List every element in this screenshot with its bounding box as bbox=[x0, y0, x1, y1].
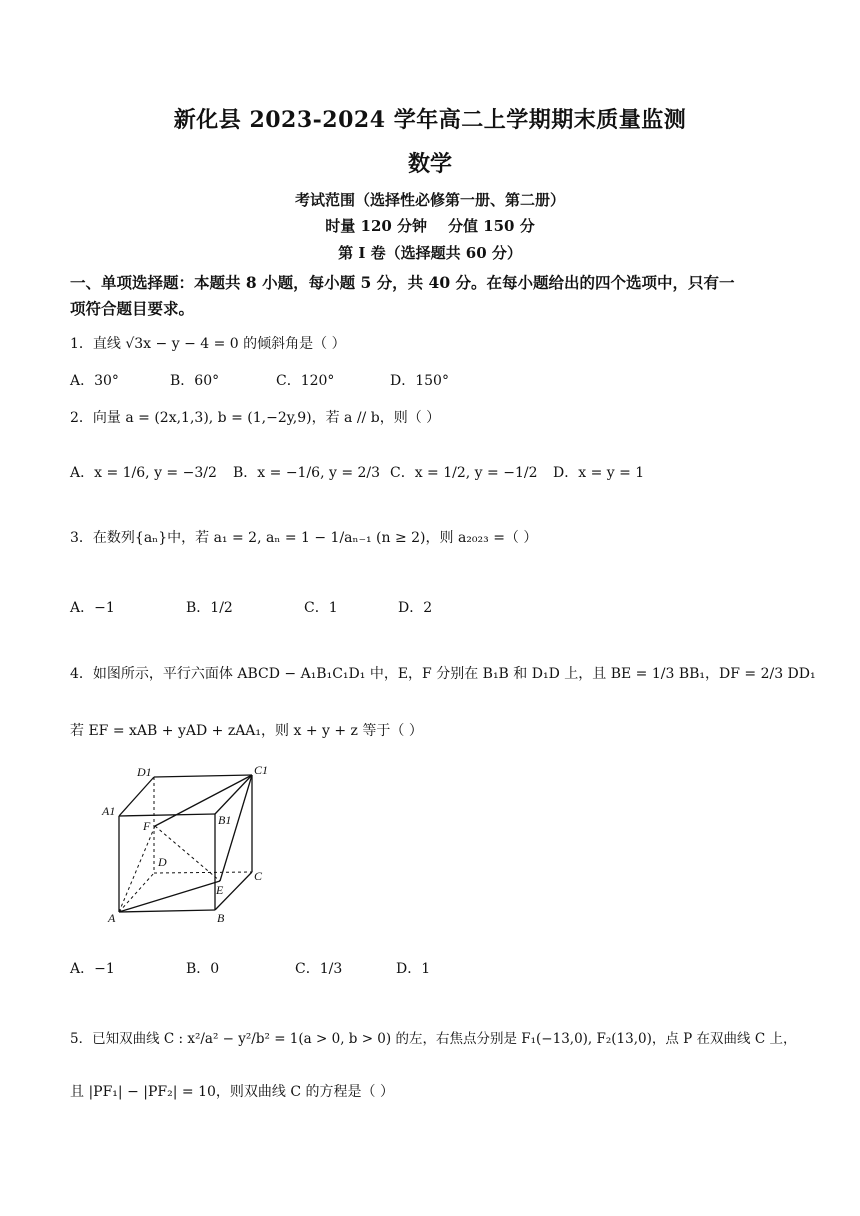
figure-label-c1: C1 bbox=[254, 763, 269, 777]
q1-option-a: A．30° bbox=[70, 373, 119, 389]
figure-label-a: A bbox=[108, 911, 116, 922]
exam-title: 新化县 2023-2024 学年高二上学期期末质量监测 bbox=[173, 107, 687, 133]
figure-label-f: F bbox=[143, 819, 151, 833]
figure-label-b: B bbox=[217, 911, 225, 922]
figure-label-a1: A1 bbox=[102, 804, 116, 818]
q4-option-b: B．0 bbox=[186, 961, 220, 977]
q3-option-b: B．1/2 bbox=[186, 600, 233, 616]
figure-label-d: D bbox=[158, 855, 167, 869]
q2-option-c: C．x = 1/2, y = −1/2 bbox=[390, 465, 538, 481]
section-heading-line2: 项符合题目要求。 bbox=[70, 299, 195, 318]
q4-option-a: A．−1 bbox=[70, 961, 115, 977]
q4-option-d: D．1 bbox=[396, 961, 431, 977]
question-4-stem-line1: 4．如图所示，平行六面体 ABCD − A₁B₁C₁D₁ 中，E，F 分别在 B₁B 和 D₁D 上，且 BE = 1/3 BB₁，DF = 2/3 DD₁ bbox=[70, 666, 816, 682]
figure-label-e: E bbox=[216, 883, 224, 897]
figure-label-d1: D1 bbox=[137, 765, 152, 779]
q2-option-b: B．x = −1/6, y = 2/3 bbox=[233, 465, 381, 481]
q1-option-d: D．150° bbox=[390, 373, 449, 389]
question-3-stem: 3．在数列{aₙ}中，若 a₁ = 2, aₙ = 1 − 1/aₙ₋₁ (n ≥ 2)，则 a₂₀₂₃ =（ ） bbox=[70, 530, 538, 546]
exam-scope: 考试范围（选择性必修第一册、第二册） bbox=[294, 191, 565, 209]
question-5-stem-line2: 且 |PF₁| − |PF₂| = 10，则双曲线 C 的方程是（ ） bbox=[70, 1084, 394, 1100]
figure-label-c: C bbox=[254, 869, 263, 883]
volume-heading: 第 I 卷（选择题共 60 分） bbox=[338, 244, 522, 262]
question-4-stem-line2: 若 EF = xAB + yAD + zAA₁，则 x + y + z 等于（ ） bbox=[70, 723, 423, 739]
exam-time-score: 时量 120 分钟 分值 150 分 bbox=[325, 217, 535, 235]
q3-option-d: D．2 bbox=[398, 600, 433, 616]
question-1-stem: 1．直线 √3x − y − 4 = 0 的倾斜角是（ ） bbox=[70, 336, 346, 352]
q1-option-c: C．120° bbox=[276, 373, 335, 389]
question-2-stem: 2．向量 a = (2x,1,3), b = (1,−2y,9)，若 a // b，则（ ） bbox=[70, 410, 441, 426]
q1-option-b: B．60° bbox=[170, 373, 220, 389]
q2-option-d: D．x = y = 1 bbox=[553, 465, 645, 481]
question-5-stem-line1: 5．已知双曲线 C : x²/a² − y²/b² = 1(a > 0, b > 0) 的左，右焦点分别是 F₁(−13,0), F₂(13,0)，点 P 在双曲线 C 上， bbox=[70, 1031, 797, 1047]
q3-option-a: A．−1 bbox=[70, 600, 115, 616]
figure-label-b1: B1 bbox=[218, 813, 232, 827]
section-heading-line1: 一、单项选择题：本题共 8 小题，每小题 5 分，共 40 分。在每小题给出的四个选项中，只有一 bbox=[70, 273, 735, 292]
q3-option-c: C．1 bbox=[304, 600, 338, 616]
q4-option-c: C．1/3 bbox=[295, 961, 343, 977]
parallelepiped-figure bbox=[100, 762, 290, 922]
subject-title: 数学 bbox=[407, 151, 452, 177]
q2-option-a: A．x = 1/6, y = −3/2 bbox=[70, 465, 217, 481]
